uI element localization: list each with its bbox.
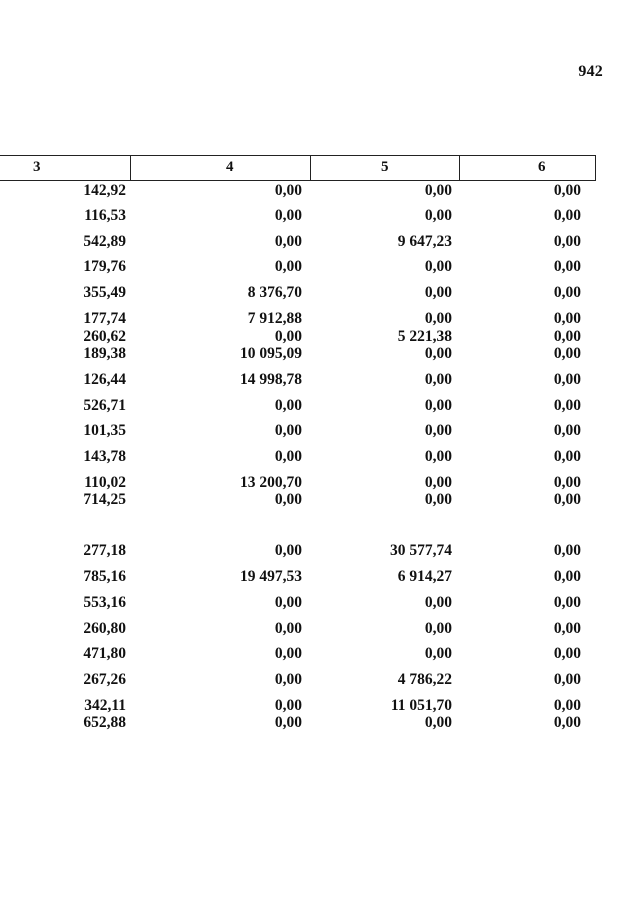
table-cell-col-3: 277,18 bbox=[83, 542, 126, 559]
table-cell-col-3: 526,71 bbox=[83, 397, 126, 414]
table-cell-col-5: 9 647,23 bbox=[397, 233, 452, 250]
table-cell-col-5: 0,00 bbox=[424, 345, 452, 362]
table-cell-col-5: 11 051,70 bbox=[390, 697, 452, 714]
table-cell-col-3: 143,78 bbox=[83, 448, 126, 465]
table-cell-col-5: 4 786,22 bbox=[397, 671, 452, 688]
table-row bbox=[0, 397, 600, 415]
table-cell-col-4: 0,00 bbox=[274, 645, 302, 662]
table-cell-col-6: 0,00 bbox=[553, 697, 581, 714]
table-cell-col-6: 0,00 bbox=[553, 474, 581, 491]
table-cell-col-5: 0,00 bbox=[424, 258, 452, 275]
table-row bbox=[0, 328, 600, 346]
table-cell-col-6: 0,00 bbox=[553, 258, 581, 275]
table-row bbox=[0, 697, 600, 715]
table-row bbox=[0, 491, 600, 509]
table-cell-col-6: 0,00 bbox=[553, 542, 581, 559]
table-cell-col-5: 6 914,27 bbox=[397, 568, 452, 585]
table-cell-col-4: 19 497,53 bbox=[240, 568, 302, 585]
table-cell-col-6: 0,00 bbox=[553, 671, 581, 688]
table-row bbox=[0, 620, 600, 638]
table-cell-col-3: 116,53 bbox=[84, 207, 126, 224]
table-cell-col-5: 0,00 bbox=[424, 594, 452, 611]
table-cell-col-5: 0,00 bbox=[424, 620, 452, 637]
table-row bbox=[0, 371, 600, 389]
table-cell-col-6: 0,00 bbox=[553, 645, 581, 662]
table-cell-col-4: 13 200,70 bbox=[240, 474, 302, 491]
table-cell-col-4: 0,00 bbox=[274, 697, 302, 714]
table-cell-col-4: 0,00 bbox=[274, 328, 302, 345]
table-cell-col-4: 0,00 bbox=[274, 182, 302, 199]
table-cell-col-4: 8 376,70 bbox=[247, 284, 302, 301]
table-cell-col-6: 0,00 bbox=[553, 371, 581, 388]
table-cell-col-4: 0,00 bbox=[274, 594, 302, 611]
table-cell-col-6: 0,00 bbox=[553, 284, 581, 301]
table-cell-col-6: 0,00 bbox=[553, 448, 581, 465]
table-cell-col-3: 126,44 bbox=[83, 371, 126, 388]
table-cell-col-5: 0,00 bbox=[424, 182, 452, 199]
table-cell-col-5: 0,00 bbox=[424, 207, 452, 224]
column-header-3: 3 bbox=[33, 159, 41, 175]
table-cell-col-3: 177,74 bbox=[83, 310, 126, 327]
table-cell-col-3: 471,80 bbox=[83, 645, 126, 662]
table-cell-col-6: 0,00 bbox=[553, 491, 581, 508]
table-row bbox=[0, 284, 600, 302]
column-header-5: 5 bbox=[310, 156, 459, 180]
table-cell-col-3: 260,80 bbox=[83, 620, 126, 637]
table-cell-col-6: 0,00 bbox=[553, 620, 581, 637]
table-cell-col-6: 0,00 bbox=[553, 182, 581, 199]
column-header-4: 4 bbox=[130, 156, 310, 180]
table-cell-col-3: 260,62 bbox=[83, 328, 126, 345]
table-cell-col-3: 142,92 bbox=[83, 182, 126, 199]
table-row bbox=[0, 474, 600, 492]
table-cell-col-5: 0,00 bbox=[424, 714, 452, 731]
table-cell-col-4: 0,00 bbox=[274, 620, 302, 637]
table-header bbox=[0, 155, 596, 181]
table-cell-col-4: 7 912,88 bbox=[247, 310, 302, 327]
table-cell-col-3: 785,16 bbox=[83, 568, 126, 585]
table-cell-col-3: 110,02 bbox=[84, 474, 126, 491]
table-cell-col-3: 553,16 bbox=[83, 594, 126, 611]
table-cell-col-4: 0,00 bbox=[274, 491, 302, 508]
table-cell-col-5: 0,00 bbox=[424, 474, 452, 491]
table-row bbox=[0, 345, 600, 363]
table-cell-col-3: 342,11 bbox=[84, 697, 126, 714]
table-cell-col-4: 0,00 bbox=[274, 397, 302, 414]
table-cell-col-6: 0,00 bbox=[553, 328, 581, 345]
table-cell-col-3: 267,26 bbox=[83, 671, 126, 688]
table-cell-col-5: 0,00 bbox=[424, 397, 452, 414]
table-cell-col-4: 10 095,09 bbox=[240, 345, 302, 362]
table-cell-col-4: 0,00 bbox=[274, 207, 302, 224]
table-cell-col-5: 0,00 bbox=[424, 491, 452, 508]
table-cell-col-5: 0,00 bbox=[424, 422, 452, 439]
table-cell-col-6: 0,00 bbox=[553, 714, 581, 731]
table-cell-col-6: 0,00 bbox=[553, 310, 581, 327]
table-cell-col-5: 0,00 bbox=[424, 645, 452, 662]
table-cell-col-4: 0,00 bbox=[274, 448, 302, 465]
table-cell-col-4: 0,00 bbox=[274, 233, 302, 250]
table-cell-col-6: 0,00 bbox=[553, 397, 581, 414]
table-cell-col-4: 0,00 bbox=[274, 258, 302, 275]
table-row bbox=[0, 258, 600, 276]
table-cell-col-3: 714,25 bbox=[83, 491, 126, 508]
table-cell-col-3: 179,76 bbox=[83, 258, 126, 275]
table-cell-col-3: 189,38 bbox=[83, 345, 126, 362]
table-cell-col-5: 0,00 bbox=[424, 371, 452, 388]
table-cell-col-3: 101,35 bbox=[83, 422, 126, 439]
table-row bbox=[0, 310, 600, 328]
table-cell-col-4: 0,00 bbox=[274, 714, 302, 731]
table-cell-col-4: 0,00 bbox=[274, 422, 302, 439]
column-header-6: 6 bbox=[459, 156, 595, 180]
table-row bbox=[0, 714, 600, 732]
table-cell-col-4: 0,00 bbox=[274, 542, 302, 559]
table-cell-col-5: 0,00 bbox=[424, 284, 452, 301]
table-row bbox=[0, 448, 600, 466]
table-row bbox=[0, 207, 600, 225]
table-row bbox=[0, 422, 600, 440]
table-cell-col-3: 652,88 bbox=[83, 714, 126, 731]
table-row bbox=[0, 594, 600, 612]
table-row bbox=[0, 542, 600, 560]
table-cell-col-5: 0,00 bbox=[424, 310, 452, 327]
table-cell-col-6: 0,00 bbox=[553, 345, 581, 362]
table-cell-col-4: 0,00 bbox=[274, 671, 302, 688]
table-cell-col-3: 355,49 bbox=[83, 284, 126, 301]
page-number: 942 bbox=[578, 63, 603, 80]
table-cell-col-6: 0,00 bbox=[553, 594, 581, 611]
table-row bbox=[0, 233, 600, 251]
table-cell-col-6: 0,00 bbox=[553, 207, 581, 224]
table-cell-col-6: 0,00 bbox=[553, 233, 581, 250]
table-row bbox=[0, 645, 600, 663]
table-cell-col-5: 0,00 bbox=[424, 448, 452, 465]
table-cell-col-5: 30 577,74 bbox=[390, 542, 452, 559]
table-cell-col-5: 5 221,38 bbox=[397, 328, 452, 345]
table-cell-col-6: 0,00 bbox=[553, 568, 581, 585]
table-cell-col-3: 542,89 bbox=[83, 233, 126, 250]
table-row bbox=[0, 568, 600, 586]
table-cell-col-6: 0,00 bbox=[553, 422, 581, 439]
table-row bbox=[0, 182, 600, 200]
table-row bbox=[0, 671, 600, 689]
table-cell-col-4: 14 998,78 bbox=[240, 371, 302, 388]
